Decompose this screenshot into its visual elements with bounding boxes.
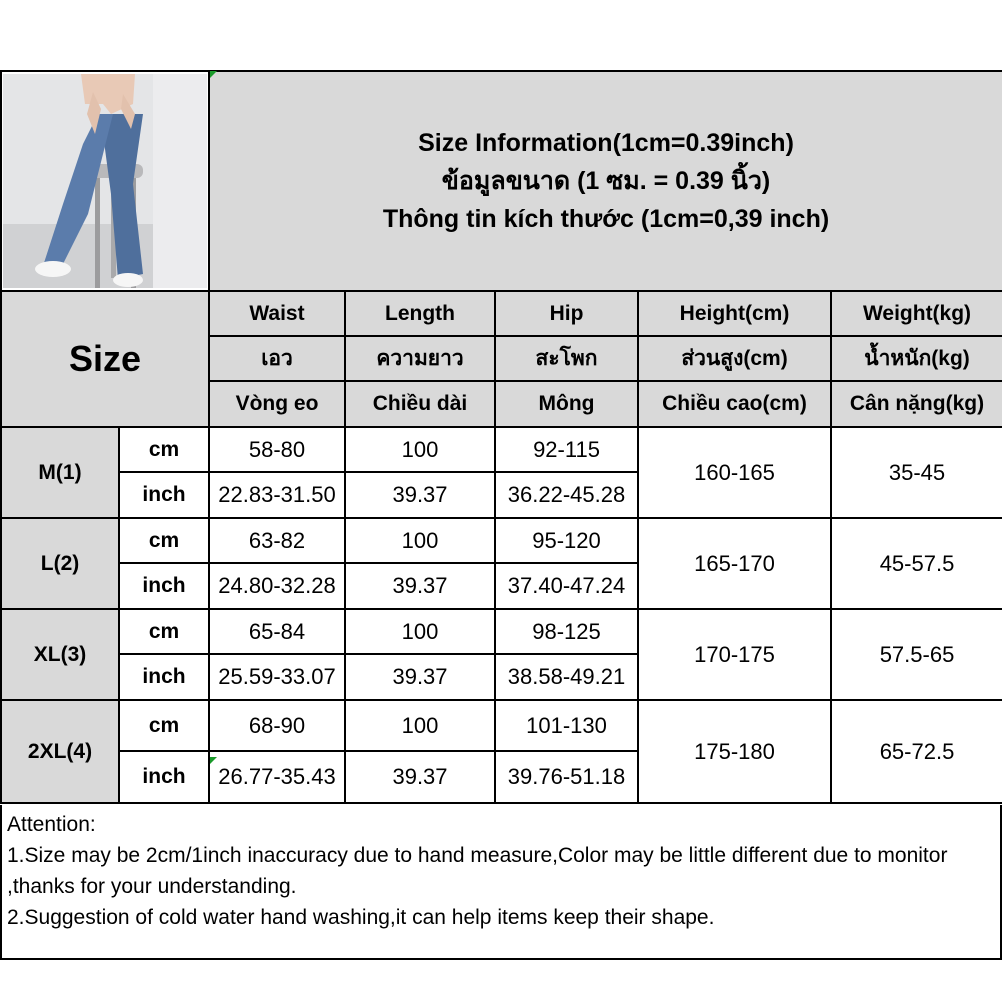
row-size-label: M(1): [1, 427, 119, 518]
height-value: 170-175: [638, 609, 831, 700]
unit-cm: cm: [119, 518, 209, 563]
hip-inch: 36.22-45.28: [495, 472, 638, 518]
col-length-vi: Chiều dài: [345, 381, 495, 427]
product-photo-cell: [1, 71, 209, 291]
length-cm: 100: [345, 609, 495, 654]
hip-inch: 38.58-49.21: [495, 654, 638, 700]
col-hip-en: Hip: [495, 291, 638, 336]
size-chart: [0, 70, 1002, 964]
length-inch: 39.37: [345, 654, 495, 700]
unit-inch: inch: [119, 472, 209, 518]
col-height-th: ส่วนสูง(cm): [638, 336, 831, 381]
cell-marker-icon: [210, 757, 217, 764]
col-weight-th: น้ำหนัก(kg): [831, 336, 1002, 381]
col-length-en: Length: [345, 291, 495, 336]
hip-inch: 37.40-47.24: [495, 563, 638, 609]
weight-value: 35-45: [831, 427, 1002, 518]
col-waist-th: เอว: [209, 336, 345, 381]
col-height-en: Height(cm): [638, 291, 831, 336]
attention-notes: [0, 805, 1002, 960]
title-vietnamese: Thông tin kích thước (1cm=0,39 inch): [382, 205, 830, 233]
length-inch: 39.37: [345, 563, 495, 609]
col-hip-th: สะโพก: [495, 336, 638, 381]
length-inch: 39.37: [345, 751, 495, 803]
waist-cm: 58-80: [209, 427, 345, 472]
col-length-th: ความยาว: [345, 336, 495, 381]
col-weight-en: Weight(kg): [831, 291, 1002, 336]
length-cm: 100: [345, 518, 495, 563]
row-size-label: 2XL(4): [1, 700, 119, 803]
col-weight-vi: Cân nặng(kg): [831, 381, 1002, 427]
notes-heading: Attention:: [7, 813, 96, 836]
waist-inch: 22.83-31.50: [209, 472, 345, 518]
unit-inch: inch: [119, 563, 209, 609]
length-cm: 100: [345, 427, 495, 472]
notes-line-2: 2.Suggestion of cold water hand washing,it can help items keep their shape.: [7, 906, 715, 929]
weight-value: 57.5-65: [831, 609, 1002, 700]
waist-cm: 65-84: [209, 609, 345, 654]
unit-cm: cm: [119, 609, 209, 654]
product-photo: [3, 74, 207, 288]
weight-value: 45-57.5: [831, 518, 1002, 609]
col-waist-vi: Vòng eo: [209, 381, 345, 427]
unit-cm: cm: [119, 700, 209, 751]
title-cell: [209, 71, 1002, 291]
col-hip-vi: Mông: [495, 381, 638, 427]
size-table: [0, 70, 1002, 804]
height-value: 160-165: [638, 427, 831, 518]
waist-inch: 25.59-33.07: [209, 654, 345, 700]
notes-line-1: 1.Size may be 2cm/1inch inaccuracy due to hand measure,Color may be little different due to monitor ,thanks for your understanding.: [7, 844, 948, 898]
title-english: Size Information(1cm=0.39inch): [418, 129, 794, 157]
waist-cm: 68-90: [209, 700, 345, 751]
hip-inch: 39.76-51.18: [495, 751, 638, 803]
size-header: Size: [1, 291, 209, 427]
title-thai: ข้อมูลขนาด (1 ซม. = 0.39 นิ้ว): [441, 167, 771, 195]
col-waist-en: Waist: [209, 291, 345, 336]
unit-inch: inch: [119, 751, 209, 803]
height-value: 175-180: [638, 700, 831, 803]
waist-inch: 26.77-35.43: [209, 751, 345, 803]
unit-cm: cm: [119, 427, 209, 472]
unit-inch: inch: [119, 654, 209, 700]
length-cm: 100: [345, 700, 495, 751]
weight-value: 65-72.5: [831, 700, 1002, 803]
height-value: 165-170: [638, 518, 831, 609]
waist-inch: 24.80-32.28: [209, 563, 345, 609]
col-height-vi: Chiều cao(cm): [638, 381, 831, 427]
length-inch: 39.37: [345, 472, 495, 518]
hip-cm: 92-115: [495, 427, 638, 472]
cell-marker-icon: [210, 71, 217, 78]
hip-cm: 98-125: [495, 609, 638, 654]
hip-cm: 101-130: [495, 700, 638, 751]
hip-cm: 95-120: [495, 518, 638, 563]
waist-cm: 63-82: [209, 518, 345, 563]
row-size-label: L(2): [1, 518, 119, 609]
row-size-label: XL(3): [1, 609, 119, 700]
